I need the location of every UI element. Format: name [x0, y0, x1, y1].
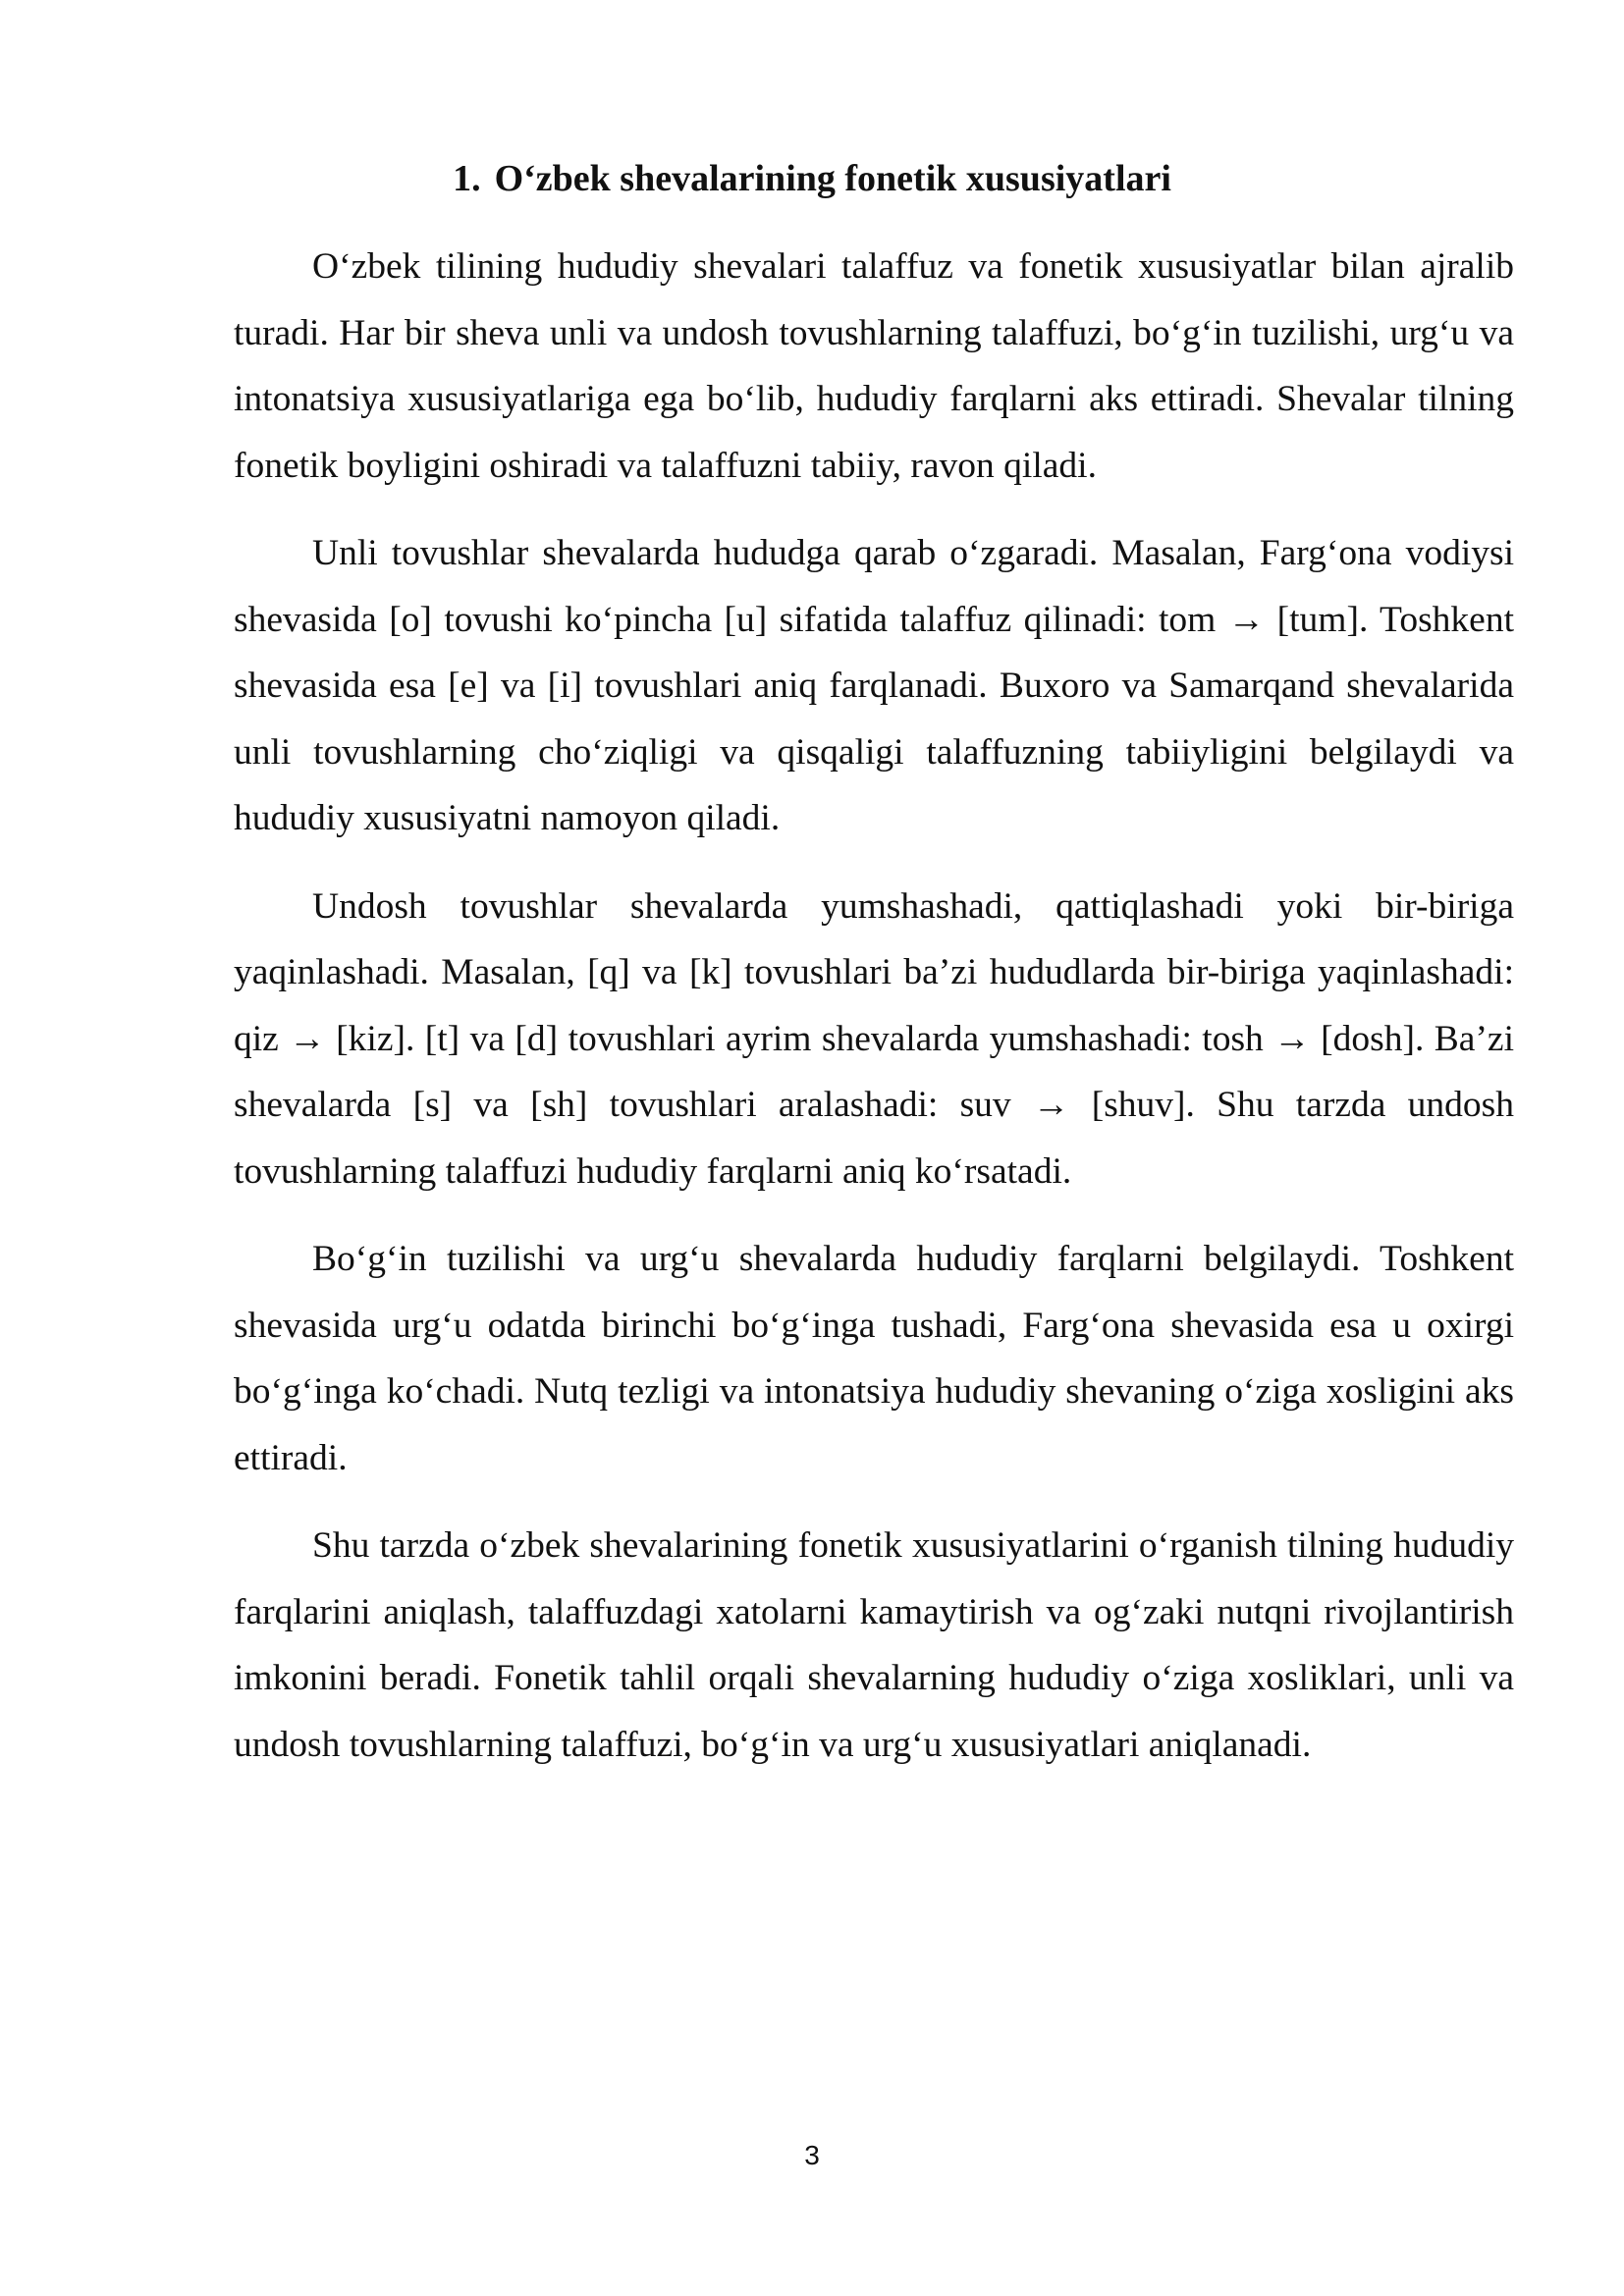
paragraph-intro: O‘zbek tilining hududiy shevalari talaffuz va fonetik xususiyatlar bilan ajralib turadi. Har bir sheva unli va undosh tovushlarning talaffuzi, bo‘g‘in tuzilishi, urg‘u va intonatsiya xususiyatlariga ega bo‘lib, hududiy farqlarni aks ettiradi. Shevalar tilning fonetik boyligini oshiradi va talaffuzni tabiiy, ravon qiladi.	[234, 246, 1514, 486]
page-number: 3	[804, 2140, 820, 2170]
paragraph-consonants: Undosh tovushlar shevalarda yumshashadi, qattiqlashadi yoki bir-biriga yaqinlashadi. Masalan, [q] va [k] tovushlari ba’zi hududlarda bir-biriga yaqinlashadi: qiz → [kiz]. [t] va [d] tovushlari ayrim shevalarda yumshashadi: tosh → [dosh]. Ba’zi shevalarda [s] va [sh] tovushlari aralashadi: suv → [shuv]. Shu tarzda undosh tovushlarning talaffuzi hududiy farqlarni aniq ko‘rsatadi.	[234, 885, 1514, 1192]
paragraph-conclusion: Shu tarzda o‘zbek shevalarining fonetik xususiyatlarini o‘rganish tilning hududiy farqlarini aniqlash, talaffuzdagi xatolarni kamaytirish va og‘zaki nutqni rivojlantirish imkonini beradi. Fonetik tahlil orqali shevalarning hududiy o‘ziga xosliklari, unli va undosh tovushlarning talaffuzi, bo‘g‘in va urg‘u xususiyatlari aniqlanadi.	[234, 1525, 1514, 1765]
paragraph-syllable-stress: Bo‘g‘in tuzilishi va urg‘u shevalarda hududiy farqlarni belgilaydi. Toshkent shevasida urg‘u odatda birinchi bo‘g‘inga tushadi, Farg‘ona shevasida esa u oxirgi bo‘g‘inga ko‘chadi. Nutq tezligi va intonatsiya hududiy shevaning o‘ziga xosligini aks ettiradi.	[234, 1239, 1514, 1478]
section-title: O‘zbek shevalarining fonetik xususiyatlari	[494, 158, 1171, 199]
section-number: 1.	[453, 158, 481, 199]
paragraph-vowels: Unli tovushlar shevalarda hududga qarab o‘zgaradi. Masalan, Farg‘ona vodiysi shevasida [o] tovushi ko‘pincha [u] sifatida talaffuz qilinadi: tom → [tum]. Toshkent shevasida esa [e] va [i] tovushlari aniq farqlanadi. Buxoro va Samarqand shevalarida unli tovushlarning cho‘ziqligi va qisqaligi talaffuzning tabiiyligini belgilaydi va hududiy xususiyatni namoyon qiladi.	[234, 533, 1514, 838]
document-body	[234, 234, 1514, 1799]
section-heading	[0, 153, 1624, 204]
